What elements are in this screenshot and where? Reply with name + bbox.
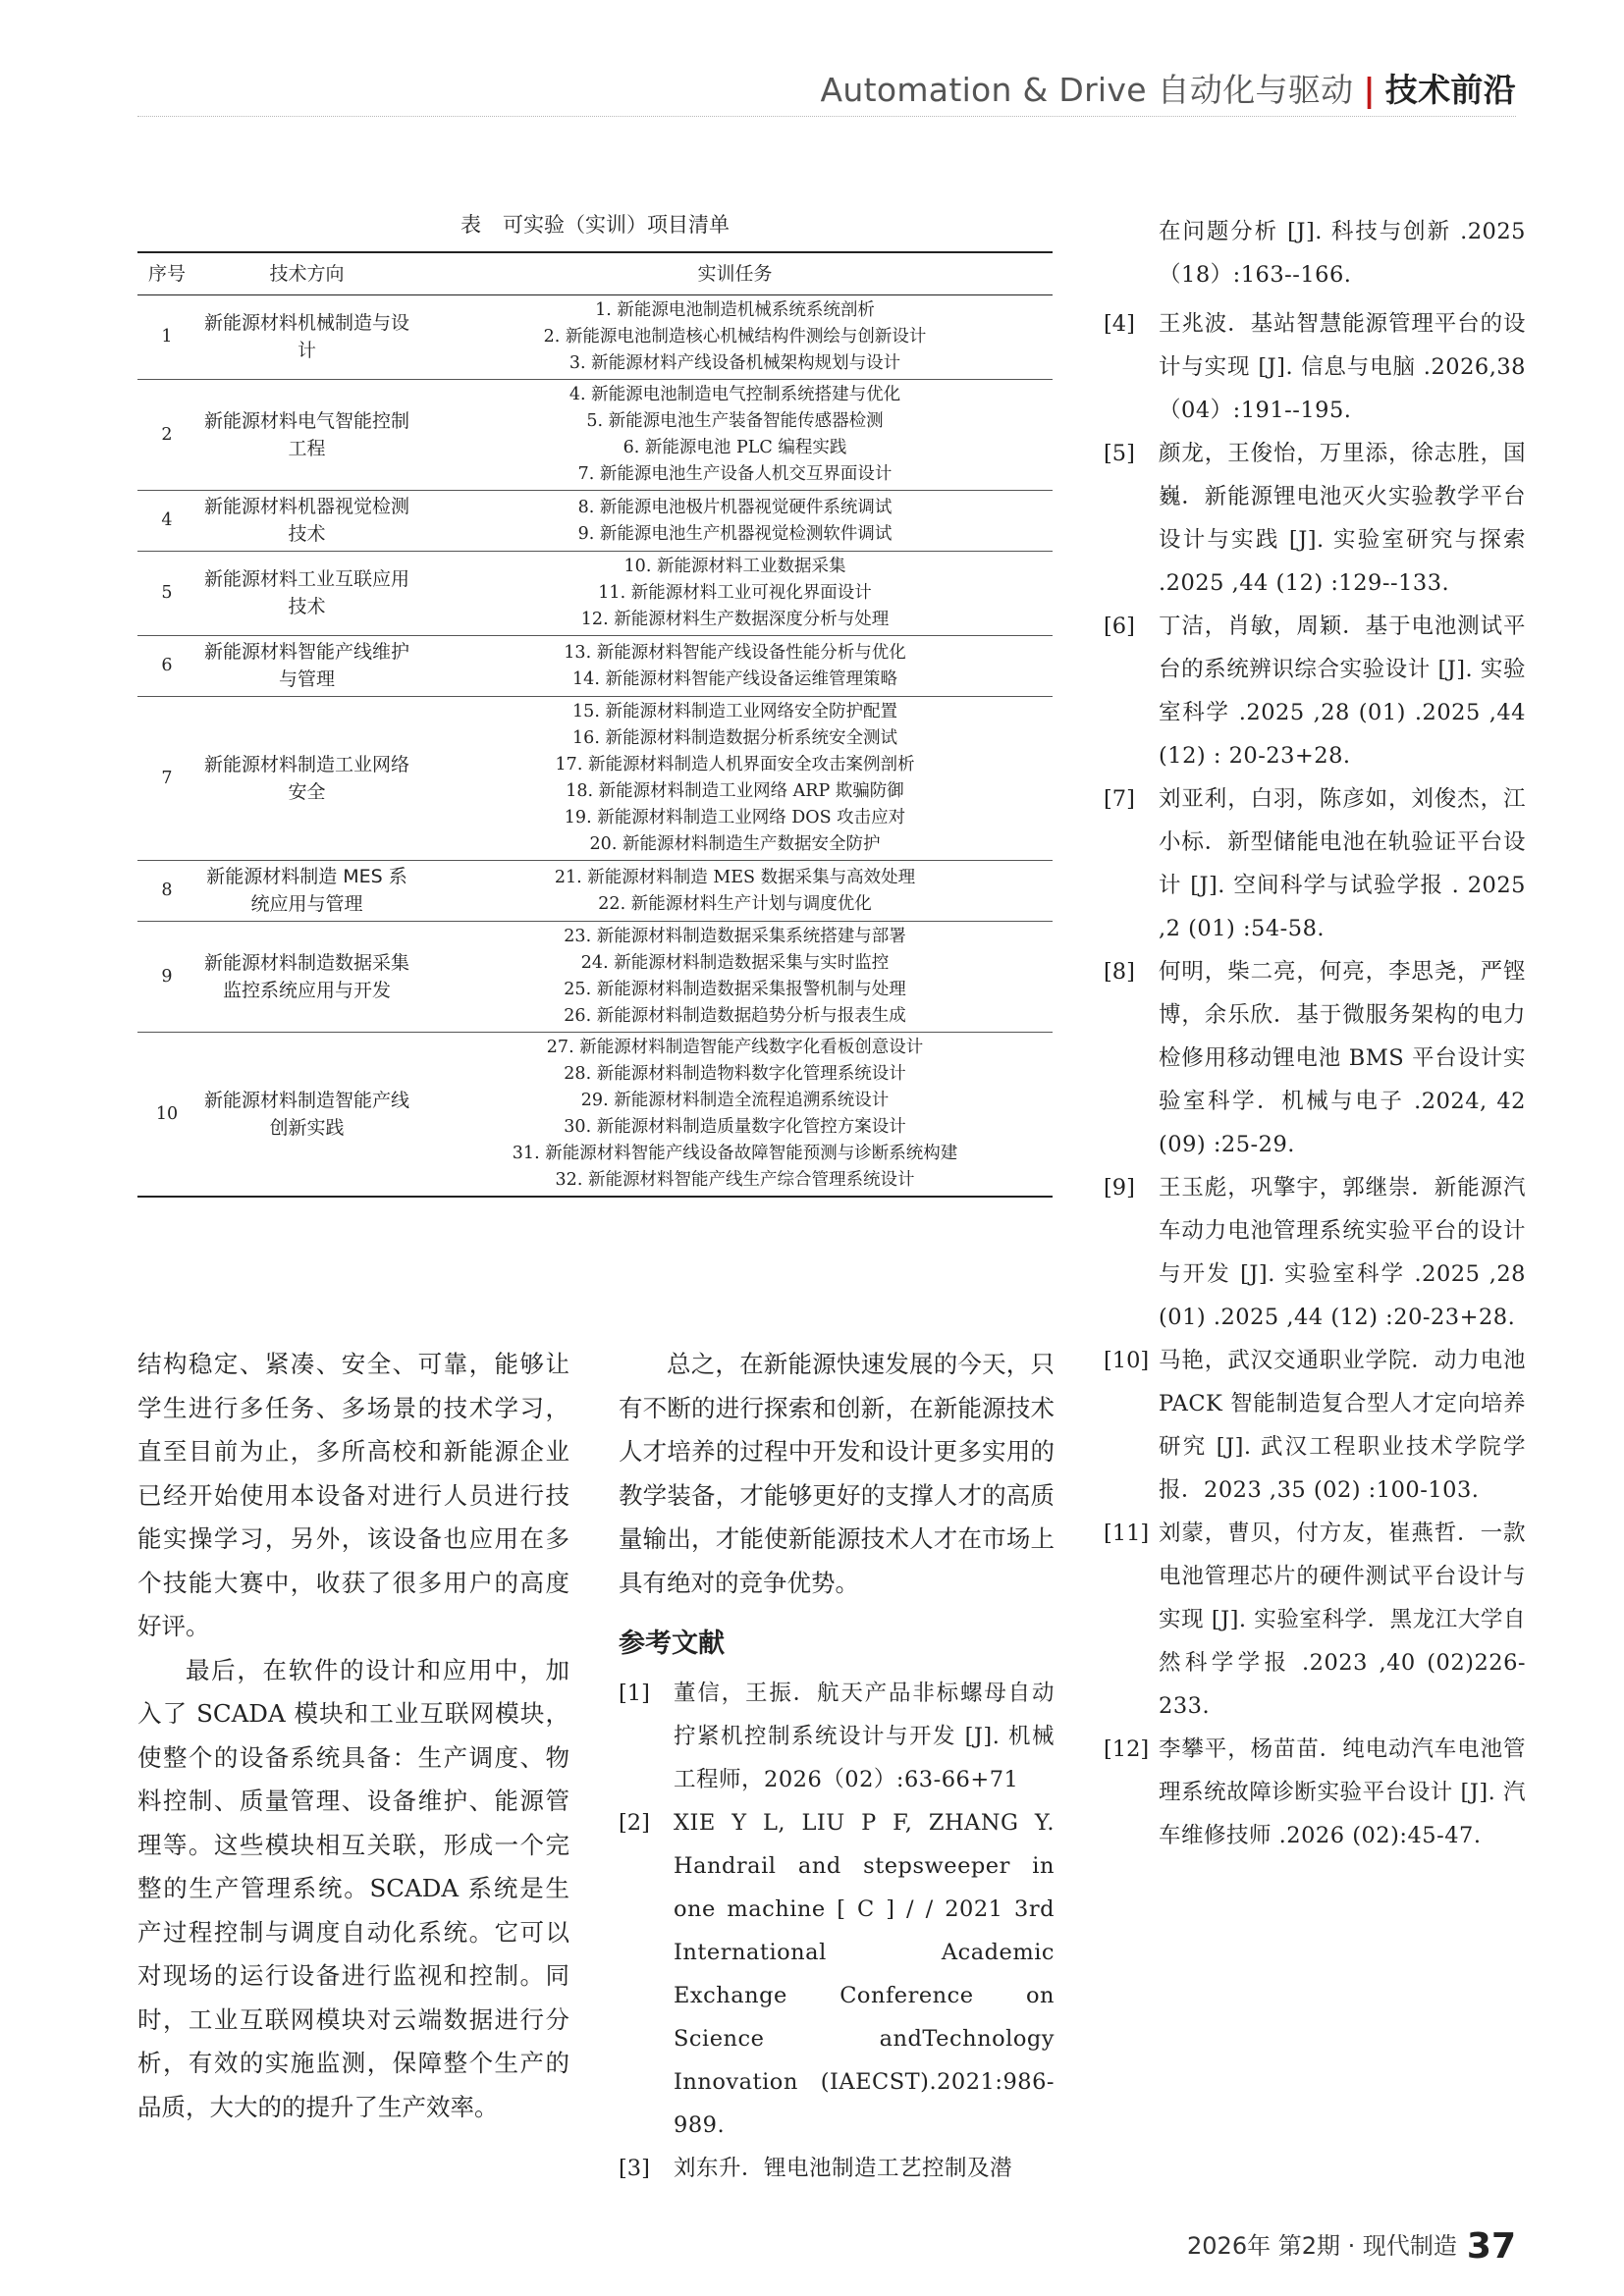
reference-text: 王兆波．基站智慧能源管理平台的设计与实现 [J]. 信息与电脑 .2026,38（04）:191--195. bbox=[1159, 311, 1526, 423]
column-header-direction: 技术方向 bbox=[196, 252, 417, 295]
row-direction: 新能源材料制造智能产线创新实践 bbox=[203, 1089, 409, 1139]
row-direction: 新能源材料电气智能控制工程 bbox=[203, 409, 409, 459]
row-tasks bbox=[417, 861, 1053, 922]
reference-text: 刘东升．锂电池制造工艺控制及潜 bbox=[674, 2156, 1013, 2181]
table-row bbox=[137, 295, 1053, 380]
reference-item bbox=[619, 2147, 1055, 2190]
task-item: 1. 新能源电池制造机械系统系统剖析 bbox=[595, 300, 875, 320]
task-item: 26. 新能源材料制造数据趋势分析与报表生成 bbox=[564, 1006, 906, 1026]
row-number: 5 bbox=[137, 552, 196, 636]
task-item: 11. 新能源材料工业可视化界面设计 bbox=[598, 583, 872, 603]
task-item: 30. 新能源材料制造质量数字化管控方案设计 bbox=[564, 1117, 906, 1137]
task-item: 25. 新能源材料制造数据采集报警机制与处理 bbox=[564, 980, 906, 999]
reference-item bbox=[619, 1801, 1055, 2147]
page-number: 37 bbox=[1466, 2226, 1516, 2267]
task-item: 5. 新能源电池生产装备智能传感器检测 bbox=[586, 411, 884, 431]
running-header bbox=[821, 65, 1516, 111]
issue-info: 2026年 第2期 · 现代制造 bbox=[1187, 2232, 1457, 2260]
journal-name: Automation & Drive 自动化与驱动 bbox=[820, 71, 1354, 109]
task-item: 12. 新能源材料生产数据深度分析与处理 bbox=[580, 610, 890, 629]
row-direction: 新能源材料制造工业网络安全 bbox=[203, 753, 409, 803]
task-item: 8. 新能源电池极片机器视觉硬件系统调试 bbox=[577, 497, 893, 517]
header-separator: | bbox=[1363, 71, 1376, 109]
reference-number: [9] bbox=[1104, 1175, 1135, 1201]
row-direction-cell bbox=[196, 922, 417, 1033]
row-direction: 新能源材料智能产线维护与管理 bbox=[203, 641, 409, 690]
reference-number: [6] bbox=[1104, 614, 1135, 639]
reference-number: [5] bbox=[1104, 441, 1135, 466]
task-item: 29. 新能源材料制造全流程追溯系统设计 bbox=[580, 1091, 890, 1110]
reference-item bbox=[1104, 432, 1526, 605]
task-item: 19. 新能源材料制造工业网络 DOS 攻击应对 bbox=[564, 808, 906, 828]
row-number: 8 bbox=[137, 861, 196, 922]
task-item: 17. 新能源材料制造人机界面安全攻击案例剖析 bbox=[555, 755, 915, 774]
reference-item bbox=[1104, 1512, 1526, 1728]
task-item: 14. 新能源材料智能产线设备运维管理策略 bbox=[572, 668, 897, 689]
task-item: 15. 新能源材料制造工业网络安全防护配置 bbox=[572, 702, 897, 721]
row-number: 1 bbox=[137, 295, 196, 380]
reference-number: [7] bbox=[1104, 786, 1135, 812]
reference-continuation: 在问题分析 [J]. 科技与创新 .2025（18）:163--166. bbox=[1159, 219, 1526, 288]
row-tasks bbox=[417, 380, 1053, 491]
task-item: 10. 新能源材料工业数据采集 bbox=[623, 557, 846, 576]
reference-text: 李攀平，杨苗苗．纯电动汽车电池管理系统故障诊断实验平台设计 [J]. 汽车维修技师 .2026 (02):45-47. bbox=[1159, 1736, 1526, 1848]
row-tasks bbox=[417, 552, 1053, 636]
reference-number: [8] bbox=[1104, 959, 1135, 985]
task-item: 18. 新能源材料制造工业网络 ARP 欺骗防御 bbox=[566, 781, 904, 801]
table-row bbox=[137, 636, 1053, 697]
row-direction: 新能源材料机械制造与设计 bbox=[203, 312, 409, 361]
row-direction-cell bbox=[196, 552, 417, 636]
row-number: 7 bbox=[137, 697, 196, 861]
table-header-row bbox=[137, 252, 1053, 295]
reference-text: XIE Y L, LIU P F, ZHANG Y. Handrail and stepsweeper in one machine [ C ] / / 2021 3rd International Academic Exchange Conference on Science andTechnology Innovation (IAECST).2021:986-989. bbox=[674, 1810, 1055, 2138]
task-item: 9. 新能源电池生产机器视觉检测软件调试 bbox=[577, 523, 893, 544]
reference-item bbox=[1104, 605, 1526, 777]
reference-item bbox=[1104, 1728, 1526, 1857]
header-rule bbox=[137, 116, 1516, 117]
row-direction: 新能源材料制造数据采集监控系统应用与开发 bbox=[203, 951, 409, 1001]
row-direction-cell bbox=[196, 380, 417, 491]
references-title: 参考文献 bbox=[619, 1629, 725, 1659]
table-row bbox=[137, 861, 1053, 922]
table-caption bbox=[137, 209, 1053, 239]
reference-text: 马艳，武汉交通职业学院．动力电池 PACK 智能制造复合型人才定向培养研究 [J]. 武汉工程职业技术学院学报．2023 ,35 (02) :100-103. bbox=[1159, 1348, 1526, 1503]
reference-number: [12] bbox=[1104, 1736, 1150, 1762]
row-tasks bbox=[417, 295, 1053, 380]
row-direction-cell bbox=[196, 697, 417, 861]
row-tasks bbox=[417, 1033, 1053, 1198]
row-number: 4 bbox=[137, 491, 196, 552]
row-direction: 新能源材料工业互联应用技术 bbox=[203, 568, 409, 617]
body-column-middle bbox=[619, 1343, 1055, 2190]
reference-number: [11] bbox=[1104, 1521, 1150, 1546]
task-item: 24. 新能源材料制造数据采集与实时监控 bbox=[580, 953, 890, 973]
reference-text: 王玉彪，巩擎宇，郭继崇．新能源汽车动力电池管理系统实验平台的设计与开发 [J]. 实验室科学 .2025 ,28 (01) .2025 ,44 (12) :20-23+28. bbox=[1159, 1175, 1526, 1330]
row-number: 10 bbox=[137, 1033, 196, 1198]
task-item: 4. 新能源电池制造电气控制系统搭建与优化 bbox=[568, 385, 901, 404]
task-item: 16. 新能源材料制造数据分析系统安全测试 bbox=[572, 728, 897, 748]
project-table bbox=[137, 251, 1053, 1198]
reference-item bbox=[1104, 950, 1526, 1166]
task-item: 3. 新能源材料产线设备机械架构规划与设计 bbox=[568, 353, 901, 373]
task-item: 32. 新能源材料智能产线生产综合管理系统设计 bbox=[555, 1170, 915, 1190]
reference-list bbox=[1104, 302, 1526, 1857]
reference-item bbox=[1104, 1339, 1526, 1512]
task-item: 6. 新能源电池 PLC 编程实践 bbox=[623, 438, 847, 457]
task-item: 13. 新能源材料智能产线设备性能分析与优化 bbox=[564, 642, 906, 663]
section-name: 技术前沿 bbox=[1384, 71, 1516, 109]
row-direction-cell bbox=[196, 295, 417, 380]
table-caption-title: 可实验（实训）项目清单 bbox=[503, 213, 730, 237]
reference-number: [2] bbox=[619, 1810, 650, 1836]
column-header-tasks: 实训任务 bbox=[417, 252, 1053, 295]
body-column-left bbox=[137, 1343, 569, 2129]
table-row bbox=[137, 697, 1053, 861]
table-row bbox=[137, 491, 1053, 552]
task-item: 27. 新能源材料制造智能产线数字化看板创意设计 bbox=[546, 1038, 924, 1057]
row-direction-cell bbox=[196, 491, 417, 552]
row-direction-cell bbox=[196, 861, 417, 922]
task-item: 23. 新能源材料制造数据采集系统搭建与部署 bbox=[564, 927, 906, 946]
reference-text: 丁洁，肖敏，周颖．基于电池测试平台的系统辨识综合实验设计 [J]. 实验室科学 .2025 ,28 (01) .2025 ,44 (12) : 20-23+28. bbox=[1159, 614, 1526, 769]
task-item: 2. 新能源电池制造核心机械结构件测绘与创新设计 bbox=[543, 327, 927, 347]
table-row bbox=[137, 922, 1053, 1033]
row-tasks bbox=[417, 636, 1053, 697]
table-row bbox=[137, 1033, 1053, 1198]
reference-text: 何明，柴二亮，何亮，李思尧，严铿博，余乐欣．基于微服务架构的电力检修用移动锂电池 BMS 平台设计实验室科学．机械与电子 .2024, 42 (09) :25-29. bbox=[1159, 959, 1526, 1157]
task-item: 22. 新能源材料生产计划与调度优化 bbox=[598, 893, 872, 914]
task-item: 31. 新能源材料智能产线设备故障智能预测与诊断系统构建 bbox=[512, 1144, 958, 1163]
table-row bbox=[137, 380, 1053, 491]
reference-text: 颜龙，王俊怡，万里添，徐志胜，国巍．新能源锂电池灭火实验教学平台设计与实践 [J]. 实验室研究与探索 .2025 ,44 (12) :129--133. bbox=[1159, 441, 1526, 596]
row-tasks bbox=[417, 697, 1053, 861]
task-item: 21. 新能源材料制造 MES 数据采集与高效处理 bbox=[554, 867, 916, 887]
reference-item bbox=[1104, 777, 1526, 950]
row-direction-cell bbox=[196, 636, 417, 697]
row-number: 6 bbox=[137, 636, 196, 697]
row-direction: 新能源材料机器视觉检测技术 bbox=[203, 496, 409, 545]
row-number: 2 bbox=[137, 380, 196, 491]
task-item: 28. 新能源材料制造物料数字化管理系统设计 bbox=[564, 1064, 906, 1084]
task-item: 7. 新能源电池生产设备人机交互界面设计 bbox=[577, 464, 893, 484]
reference-number: [3] bbox=[619, 2156, 650, 2181]
row-tasks bbox=[417, 922, 1053, 1033]
table-body bbox=[137, 295, 1053, 1198]
reference-text: 刘蒙，曹贝，付方友，崔燕哲．一款电池管理芯片的硬件测试平台设计与实现 [J]. 实验室科学．黑龙江大学自然科学学报 .2023 ,40 (02)226-233. bbox=[1159, 1521, 1526, 1719]
references-column-right bbox=[1104, 210, 1526, 1857]
row-direction: 新能源材料制造 MES 系统应用与管理 bbox=[206, 866, 407, 915]
table-row bbox=[137, 552, 1053, 636]
body-paragraph: 结构稳定、紧凑、安全、可靠，能够让学生进行多任务、多场景的技术学习，直至目前为止，多所高校和新能源企业已经开始使用本设备对进行人员进行技能实操学习，另外，该设备也应用在多个技能大赛中，收获了很多用户的高度好评。 bbox=[137, 1350, 569, 1640]
reference-text: 董信，王振．航天产品非标螺母自动拧紧机控制系统设计与开发 [J]. 机械工程师，2026（02）:63-66+71 bbox=[674, 1681, 1055, 1792]
body-paragraph: 最后，在软件的设计和应用中，加入了 SCADA 模块和工业互联网模块，使整个的设备系统具备：生产调度、物料控制、质量管理、设备维护、能源管理等。这些模块相互关联，形成一个完整的生产管理系统。SCADA 系统是生产过程控制与调度自动化系统。它可以对现场的运行设备进行监视和控制。同时，工业互联网模块对云端数据进行分析，有效的实施监测，保障整个生产的品质，大大的的提升了生产效率。 bbox=[137, 1655, 569, 2121]
page-footer bbox=[1187, 2226, 1516, 2267]
table-caption-label: 表 bbox=[460, 213, 481, 237]
task-item: 20. 新能源材料制造生产数据安全防护 bbox=[589, 834, 881, 854]
reference-item bbox=[619, 1672, 1055, 1801]
row-direction-cell bbox=[196, 1033, 417, 1198]
reference-number: [4] bbox=[1104, 311, 1135, 337]
body-paragraph: 总之，在新能源快速发展的今天，只有不断的进行探索和创新，在新能源技术人才培养的过程中开发和设计更多实用的教学装备，才能够更好的支撑人才的高质量输出，才能使新能源技术人才在市场上具有绝对的竞争优势。 bbox=[619, 1350, 1055, 1597]
reference-number: [10] bbox=[1104, 1348, 1150, 1373]
reference-list bbox=[619, 1672, 1055, 2190]
reference-item bbox=[1104, 1166, 1526, 1339]
row-tasks bbox=[417, 491, 1053, 552]
reference-item bbox=[1104, 302, 1526, 432]
row-number: 9 bbox=[137, 922, 196, 1033]
column-header-no: 序号 bbox=[137, 252, 196, 295]
reference-text: 刘亚利，白羽，陈彦如，刘俊杰，江小标．新型储能电池在轨验证平台设计 [J]. 空间科学与试验学报 . 2025 ,2 (01) :54-58. bbox=[1159, 786, 1526, 941]
reference-number: [1] bbox=[619, 1681, 650, 1706]
